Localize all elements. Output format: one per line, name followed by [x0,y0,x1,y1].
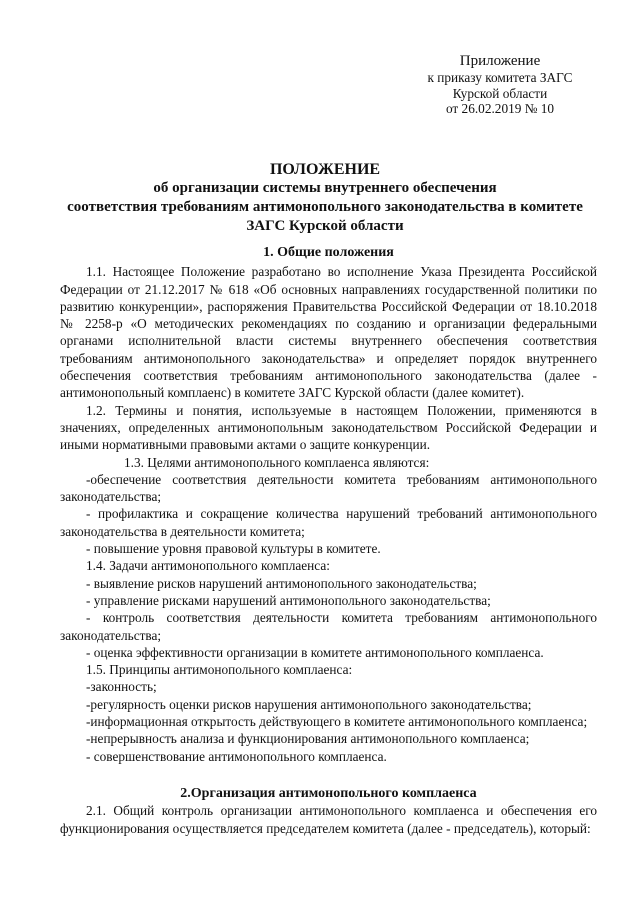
appendix-title: Приложение [459,53,541,69]
list-item-principle: -информационная открытость действующего в комитете антимонопольного комплаенса; [86,714,588,730]
paragraph-1-4: 1.4. Задачи антимонопольного комплаенса: [86,558,330,574]
list-item-task: - контроль соответствия деятельности комитета требованиям антимонопольного законодательства; [60,610,597,643]
list-item-goal: -обеспечение соответствия деятельности комитета требованиям антимонопольного законодательства; [60,471,597,505]
section-spacer [60,765,597,785]
title-line: соответствия требованиям антимонопольного законодательства в комитете [67,199,583,215]
list-item-principle: -непрерывность анализа и функционирования антимонопольного комплаенса; [86,731,530,747]
section-2-heading: 2.Организация антимонопольного комплаенса [180,785,477,801]
list-item-task: - управление рисками нарушений антимонопольного законодательства; [86,592,491,608]
paragraph-1-5: 1.5. Принципы антимонопольного комплаенса: [86,662,353,678]
paragraph-1-3: 1.3. Целями антимонопольного комплаенса являются: [124,454,430,470]
paragraph-2-1: 2.1. Общий контроль организации антимонопольного комплаенса и обеспечения его функционирования осуществляется председателем комитета (далее - председатель), который: [60,803,597,836]
list-item-principle: - совершенствование антимонопольного комплаенса. [86,748,387,764]
paragraph-1-2: 1.2. Термины и понятия, используемые в настоящем Положении, применяются в значениях, определенных антимонопольным законодательством Российской Федерации и иными нормативными правовыми актами о защите конкуренции. [60,402,597,453]
list-item-task: - оценка эффективности организации в комитете антимонопольного комплаенса. [86,644,544,660]
list-item-goal: - профилактика и сокращение количества нарушений требований антимонопольного законодательства в деятельности комитета; [60,506,597,539]
document-body [60,244,597,837]
title-line: об организации системы внутреннего обеспечения [153,180,497,196]
list-item-goal: - повышение уровня правовой культуры в комитете. [86,541,381,557]
document-title [55,160,595,236]
paragraph-1-1: 1.1. Настоящее Положение разработано во исполнение Указа Президента Российской Федерации от 21.12.2017 № 618 «Об основных направлениях государственной политики по развитию конкуренции», распоряжения Правительства Российской Федерации от 18.10.2018 № 2258-р «О методических рекомендациях по созданию и организации федеральными органами исполнительной власти системы внутреннего обеспечения соответствия требованиям антимонопольного законодательства» и определяет порядок внутреннего обеспечения соответствия требованиям антимонопольного законодательства (далее - антимонопольный комплаенс) в комитете ЗАГС Курской области (далее комитет). [60,264,597,401]
list-item-principle: -регулярность оценки рисков нарушения антимонопольного законодательства; [86,696,532,712]
appendix-line: к приказу комитета ЗАГС [427,70,573,85]
title-line: ЗАГС Курской области [246,218,404,234]
title-main: ПОЛОЖЕНИЕ [269,161,381,178]
appendix-date: от 26.02.2019 № 10 [445,101,555,116]
section-1-heading: 1. Общие положения [263,245,394,260]
appendix-block [400,52,600,117]
list-item-principle: -законность; [86,679,157,695]
appendix-line: Курской области [452,85,548,101]
list-item-task: - выявление рисков нарушений антимонопольного законодательства; [86,575,477,591]
